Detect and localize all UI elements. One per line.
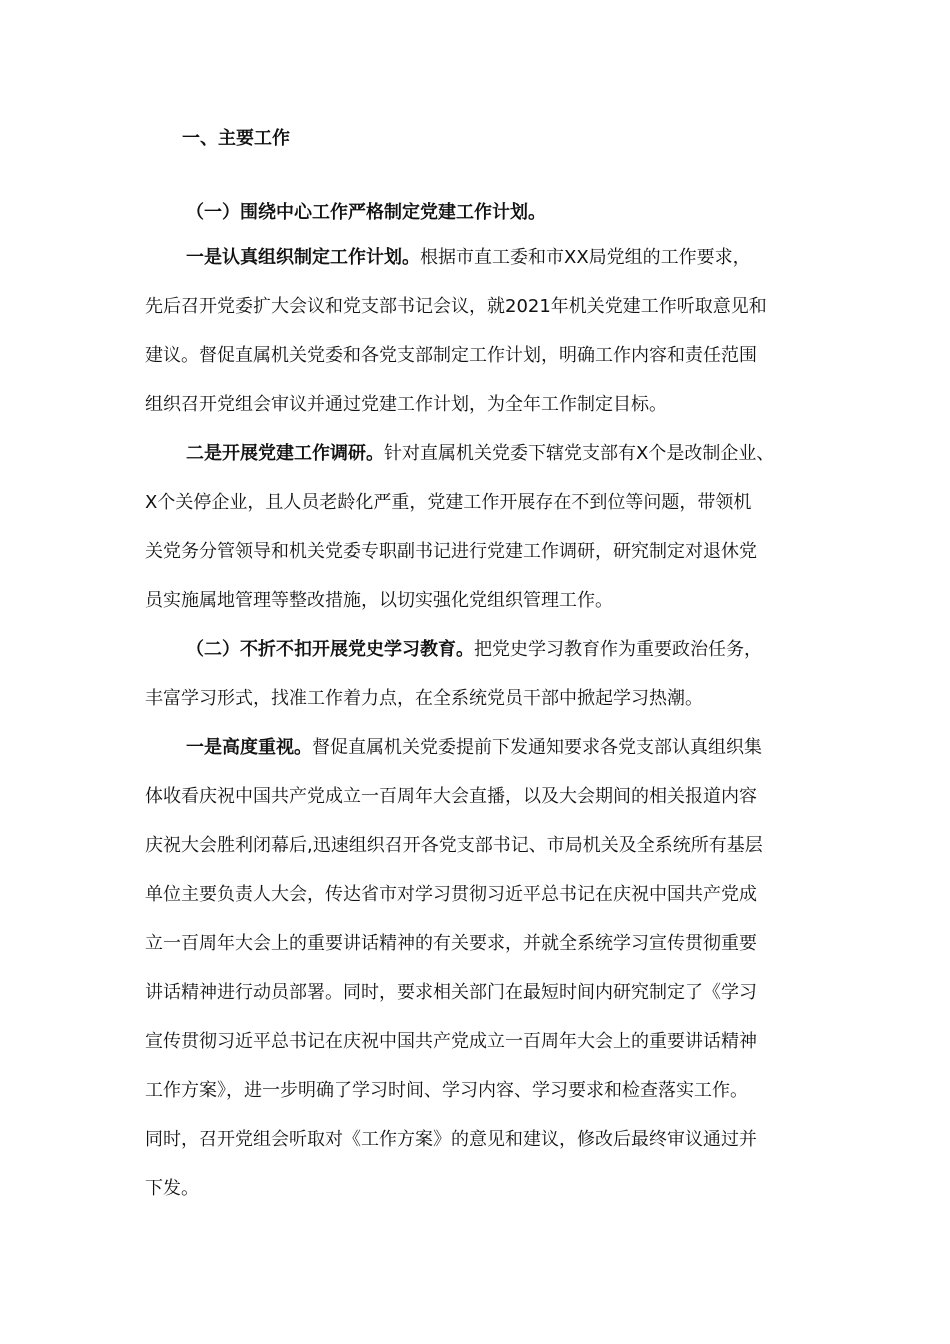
paragraph-2-line-1	[186, 439, 774, 469]
paragraph-1-line-3: 建议。督促直属机关党委和各党支部制定工作计划，明确工作内容和责任范围	[145, 345, 757, 366]
paragraph-2-line-3: 关党务分管领导和机关党委专职副书记进行党建工作调研，研究制定对退休党	[145, 541, 757, 562]
paragraph-2-line-2: X个关停企业，且人员老龄化严重，党建工作开展存在不到位等问题，带领机	[145, 492, 752, 513]
paragraph-3-line-1	[186, 733, 762, 763]
paragraph-1-text-1: 根据市直工委和市XX局党组的工作要求，	[420, 247, 751, 268]
subsection-title-1	[186, 198, 546, 228]
paragraph-2-line-4: 员实施属地管理等整改措施，以切实强化党组织管理工作。	[145, 590, 613, 611]
paragraph-3-line-6: 讲话精神进行动员部署。同时，要求相关部门在最短时间内研究制定了《学习	[145, 982, 757, 1003]
paragraph-2-text-1: 针对直属机关党委下辖党支部有X个是改制企业、	[384, 443, 775, 464]
subsection-2-lead: （二）不折不扣开展党史学习教育。	[186, 639, 474, 660]
paragraph-3-line-9: 同时，召开党组会听取对《工作方案》的意见和建议，修改后最终审议通过并	[145, 1129, 757, 1150]
paragraph-2-lead: 二是开展党建工作调研。	[186, 443, 384, 464]
subsection-2-line-1	[186, 635, 762, 665]
subsection-2-text-1: 把党史学习教育作为重要政治任务，	[474, 639, 762, 660]
subsection-title-1-text: （一）围绕中心工作严格制定党建工作计划。	[186, 202, 546, 223]
subsection-2-line-2: 丰富学习形式，找准工作着力点，在全系统党员干部中掀起学习热潮。	[145, 688, 703, 709]
paragraph-3-line-5: 立一百周年大会上的重要讲话精神的有关要求，并就全系统学习宣传贯彻重要	[145, 933, 757, 954]
paragraph-1-line-1	[186, 243, 751, 273]
paragraph-3-line-3: 庆祝大会胜利闭幕后,迅速组织召开各党支部书记、市局机关及全系统所有基层	[145, 835, 763, 856]
paragraph-3-lead: 一是高度重视。	[186, 737, 312, 758]
paragraph-3-line-4: 单位主要负责人大会，传达省市对学习贯彻习近平总书记在庆祝中国共产党成	[145, 884, 757, 905]
paragraph-3-line-10: 下发。	[145, 1178, 199, 1199]
paragraph-1-line-4: 组织召开党组会审议并通过党建工作计划，为全年工作制定目标。	[145, 394, 667, 415]
paragraph-3-line-2: 体收看庆祝中国共产党成立一百周年大会直播，以及大会期间的相关报道内容	[145, 786, 757, 807]
paragraph-3-line-7: 宣传贯彻习近平总书记在庆祝中国共产党成立一百周年大会上的重要讲话精神	[145, 1031, 757, 1052]
section-heading: 一、主要工作	[182, 128, 290, 149]
paragraph-3-line-8: 工作方案》，进一步明确了学习时间、学习内容、学习要求和检查落实工作。	[145, 1080, 748, 1101]
paragraph-1-lead: 一是认真组织制定工作计划。	[186, 247, 420, 268]
paragraph-1-line-2: 先后召开党委扩大会议和党支部书记会议，就2021年机关党建工作听取意见和	[145, 296, 767, 317]
paragraph-3-text-1: 督促直属机关党委提前下发通知要求各党支部认真组织集	[312, 737, 762, 758]
